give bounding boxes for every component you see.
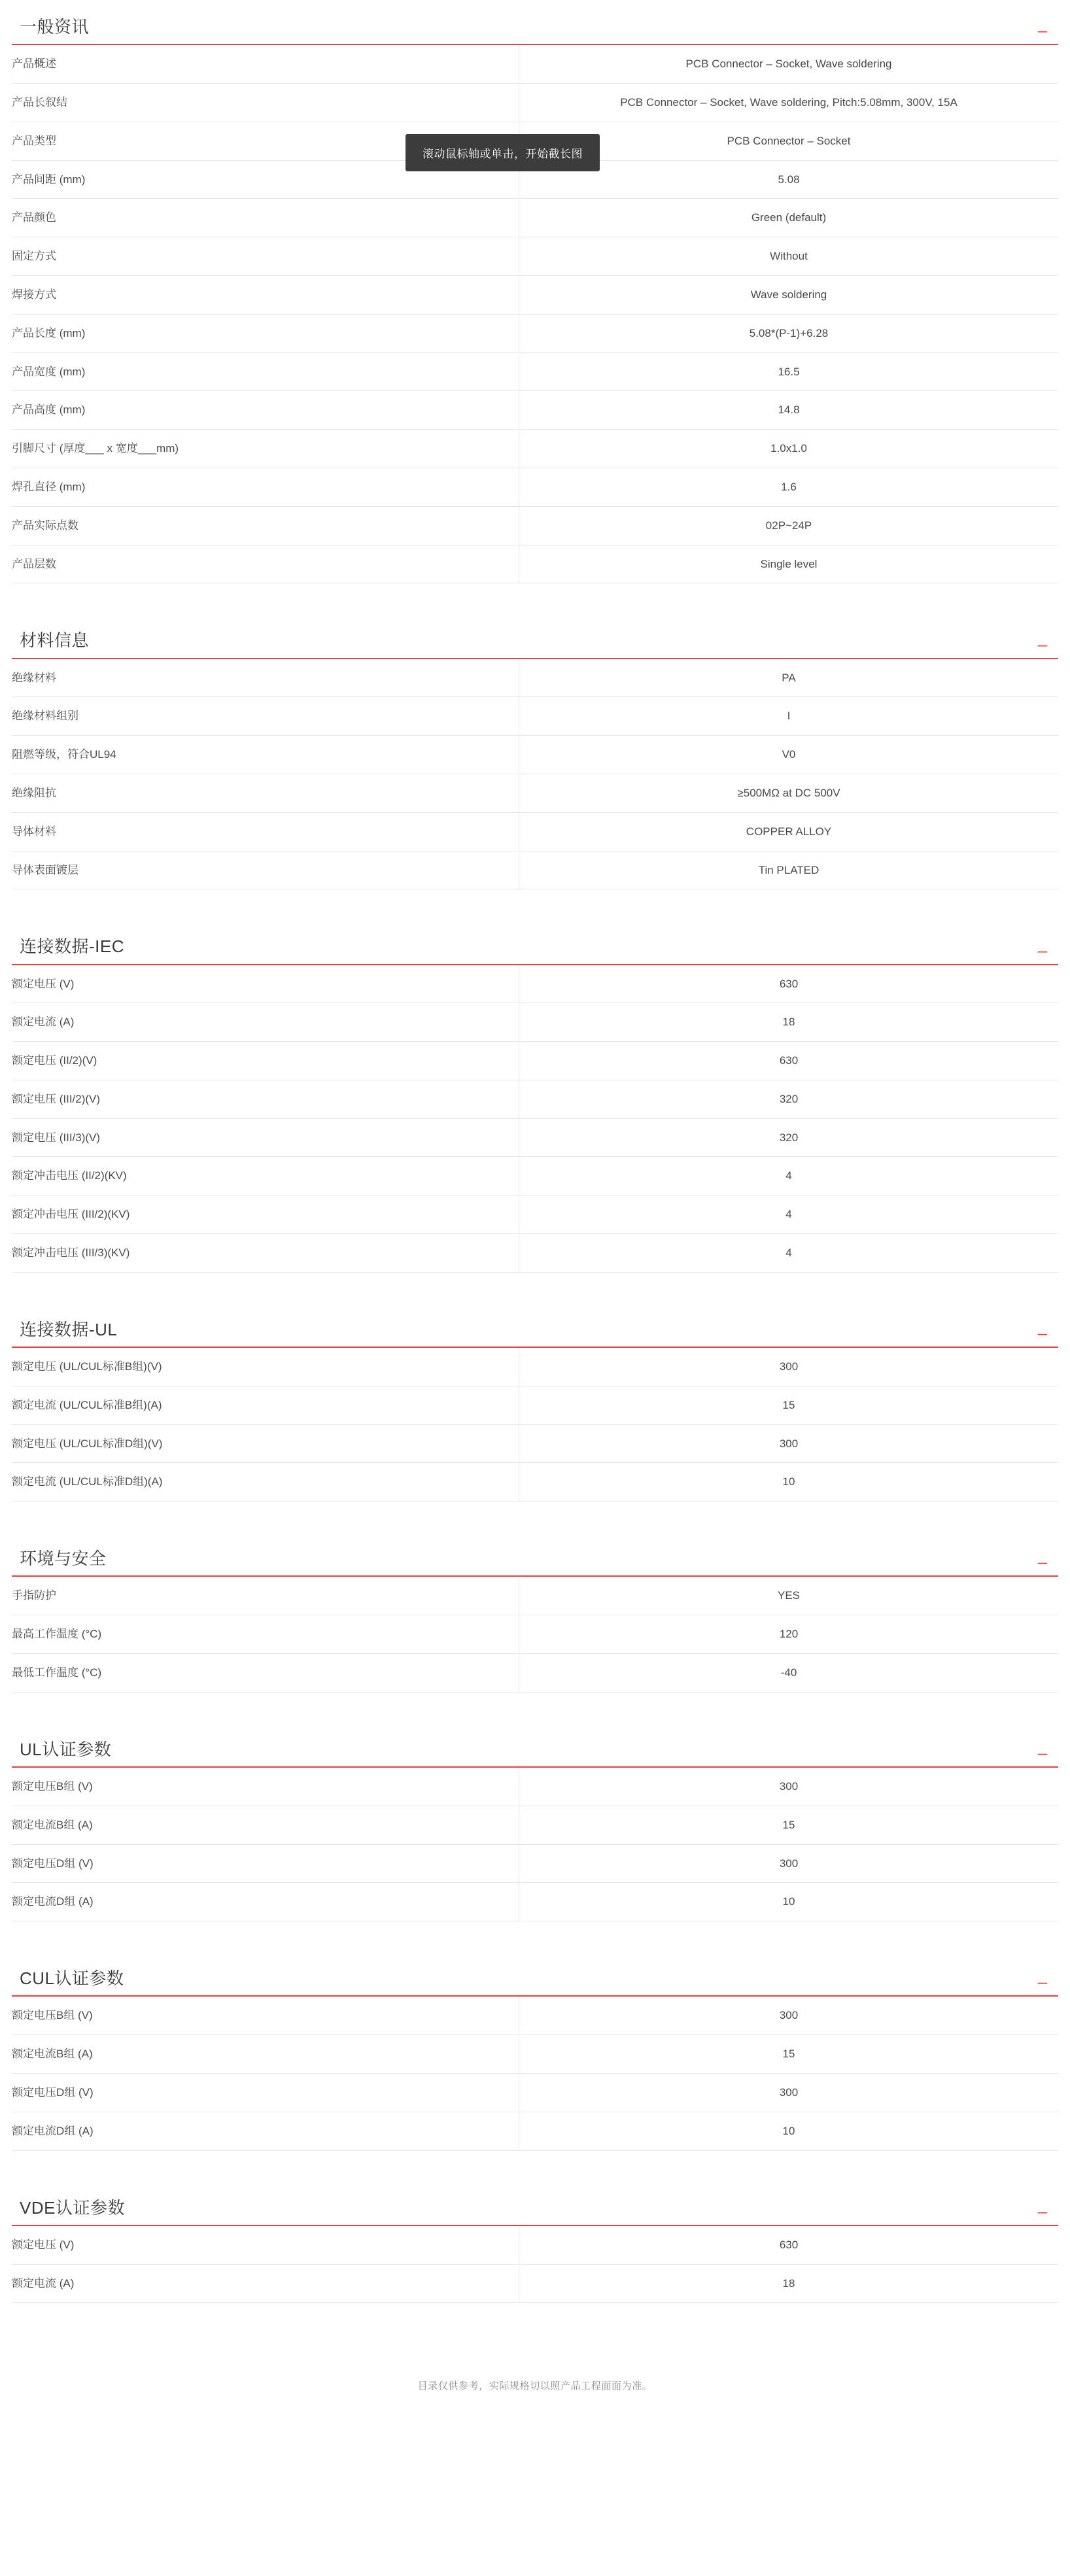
- spec-value: -40: [780, 1666, 797, 1679]
- spec-key: 阻燃等级，符合UL94: [12, 736, 519, 774]
- section-spacer: [12, 889, 1058, 926]
- spec-sections-container: [12, 0, 1058, 2339]
- spec-table: [12, 659, 1058, 890]
- section-collapse-icon[interactable]: –: [1037, 1972, 1048, 1992]
- section-title: 一般资讯: [20, 17, 90, 37]
- spec-key: 固定方式: [12, 237, 519, 276]
- table-row: [12, 545, 1058, 583]
- table-row: [12, 1118, 1058, 1157]
- spec-key: 额定电流D组 (A): [12, 2112, 519, 2150]
- table-row: [12, 1234, 1058, 1273]
- spec-key: 绝缘材料: [12, 659, 519, 697]
- table-row: [12, 237, 1058, 276]
- spec-key: 产品概述: [12, 45, 519, 83]
- section-collapse-icon[interactable]: –: [1037, 1323, 1048, 1343]
- spec-value: Without: [770, 250, 808, 263]
- section-title: 环境与安全: [20, 1549, 107, 1569]
- spec-section: [12, 1961, 1058, 2187]
- spec-value: 630: [779, 2238, 799, 2251]
- table-row: [12, 1157, 1058, 1195]
- table-row: [12, 1386, 1058, 1424]
- section-title: 连接数据-IEC: [20, 936, 125, 957]
- spec-table: [12, 1768, 1058, 1921]
- spec-value: 1.0x1.0: [770, 442, 807, 455]
- section-header[interactable]: [12, 1732, 1058, 1768]
- spec-key: 额定电流 (A): [12, 2264, 519, 2303]
- table-row: [12, 275, 1058, 314]
- spec-value: 630: [779, 1054, 799, 1067]
- spec-key: 产品长叙结: [12, 83, 519, 122]
- section-header[interactable]: [12, 929, 1058, 965]
- spec-value: 630: [779, 977, 799, 990]
- spec-value: YES: [777, 1589, 801, 1602]
- spec-key: 额定冲击电压 (II/2)(KV): [12, 1157, 519, 1195]
- spec-value: 4: [785, 1246, 792, 1260]
- spec-key: 产品颜色: [12, 199, 519, 237]
- table-row: [12, 965, 1058, 1003]
- section-title: UL认证参数: [20, 1739, 112, 1759]
- spec-key: 焊孔直径 (mm): [12, 468, 519, 506]
- spec-table: [12, 965, 1058, 1273]
- spec-key: 产品实际点数: [12, 506, 519, 545]
- table-row: [12, 199, 1058, 237]
- table-row: [12, 391, 1058, 430]
- spec-value: Green (default): [751, 211, 827, 224]
- spec-key: 导体表面镀层: [12, 851, 519, 889]
- section-collapse-icon[interactable]: –: [1037, 2201, 1048, 2221]
- section-spacer: [12, 1921, 1058, 1958]
- spec-key: 额定电压 (III/3)(V): [12, 1118, 519, 1157]
- spec-value: 300: [779, 1437, 799, 1450]
- spec-value: 4: [785, 1208, 792, 1221]
- page-footer-note: [0, 2342, 1070, 2414]
- section-spacer: [12, 2151, 1058, 2188]
- table-row: [12, 736, 1058, 774]
- spec-value: 14.8: [778, 404, 800, 417]
- spec-key: 额定电流D组 (A): [12, 1883, 519, 1921]
- spec-value: COPPER ALLOY: [746, 825, 832, 838]
- footer-note-text: 目录仅供参考，实际规格切以照产品工程面面为准。: [417, 2380, 653, 2392]
- section-collapse-icon[interactable]: –: [1037, 1552, 1048, 1572]
- table-row: [12, 1997, 1058, 2035]
- table-row: [12, 774, 1058, 812]
- spec-value: PCB Connector – Socket, Wave soldering: [685, 58, 892, 71]
- table-row: [12, 1615, 1058, 1654]
- spec-value: 15: [782, 1398, 795, 1411]
- table-row: [12, 430, 1058, 468]
- table-row: [12, 352, 1058, 391]
- spec-value: 16.5: [778, 365, 800, 378]
- spec-key: 额定电压 (UL/CUL标准B组)(V): [12, 1348, 519, 1386]
- spec-key: 额定电流 (UL/CUL标准B组)(A): [12, 1386, 519, 1424]
- section-header[interactable]: [12, 9, 1058, 45]
- spec-value: 10: [782, 1895, 795, 1908]
- spec-table: [12, 1577, 1058, 1692]
- table-row: [12, 1883, 1058, 1921]
- section-collapse-icon[interactable]: –: [1037, 940, 1048, 960]
- spec-value: 10: [782, 2124, 795, 2137]
- screenshot-hint-text: 滚动鼠标轴或单击，开始截长图: [423, 148, 583, 160]
- spec-table: [12, 1997, 1058, 2150]
- spec-value: Tin PLATED: [758, 863, 820, 876]
- spec-section: [12, 623, 1058, 926]
- spec-value: 18: [782, 2276, 795, 2290]
- spec-table: [12, 2226, 1058, 2303]
- section-header[interactable]: [12, 623, 1058, 659]
- section-collapse-icon[interactable]: –: [1037, 20, 1048, 41]
- spec-key: 导体材料: [12, 812, 519, 851]
- table-row: [12, 1577, 1058, 1615]
- spec-value: 10: [782, 1475, 795, 1488]
- spec-key: 产品类型: [12, 122, 519, 160]
- section-header[interactable]: [12, 1961, 1058, 1997]
- table-row: [12, 2264, 1058, 2303]
- spec-key: 产品高度 (mm): [12, 391, 519, 430]
- table-row: [12, 1424, 1058, 1463]
- spec-key: 额定电压B组 (V): [12, 1997, 519, 2035]
- spec-value: 4: [785, 1169, 792, 1182]
- table-row: [12, 659, 1058, 697]
- table-row: [12, 851, 1058, 889]
- spec-key: 最高工作温度 (°C): [12, 1615, 519, 1654]
- spec-key: 绝缘阻抗: [12, 774, 519, 812]
- spec-key: 焊接方式: [12, 275, 519, 314]
- spec-key: 额定电压D组 (V): [12, 2073, 519, 2112]
- table-row: [12, 1348, 1058, 1386]
- spec-key: 产品宽度 (mm): [12, 352, 519, 391]
- spec-key: 产品间距 (mm): [12, 160, 519, 199]
- section-title: CUL认证参数: [20, 1968, 124, 1989]
- spec-value: 15: [782, 1818, 795, 1831]
- spec-key: 额定冲击电压 (III/3)(KV): [12, 1234, 519, 1273]
- table-row: [12, 697, 1058, 736]
- spec-key: 产品长度 (mm): [12, 314, 519, 352]
- spec-value: PCB Connector – Socket, Wave soldering, Pitch:5.08mm, 300V, 15A: [620, 95, 958, 109]
- spec-value: 300: [779, 2009, 799, 2022]
- table-row: [12, 1654, 1058, 1692]
- spec-section: [12, 1732, 1058, 1958]
- table-row: [12, 45, 1058, 83]
- spec-section: [12, 1541, 1058, 1729]
- spec-key: 额定电压 (II/2)(V): [12, 1042, 519, 1080]
- section-spacer: [12, 1502, 1058, 1538]
- spec-value: Single level: [760, 557, 818, 570]
- table-row: [12, 1463, 1058, 1502]
- table-row: [12, 1003, 1058, 1042]
- spec-value: PA: [782, 671, 796, 684]
- spec-value: 1.6: [781, 480, 797, 493]
- spec-key: 手指防护: [12, 1577, 519, 1615]
- table-row: [12, 812, 1058, 851]
- table-row: [12, 83, 1058, 122]
- spec-value: 300: [779, 1360, 799, 1373]
- spec-value: ≥500MΩ at DC 500V: [737, 786, 840, 799]
- section-title: 连接数据-UL: [20, 1319, 118, 1339]
- spec-key: 额定电压D组 (V): [12, 1844, 519, 1883]
- spec-value: 320: [779, 1092, 799, 1105]
- table-row: [12, 2073, 1058, 2112]
- section-header[interactable]: [12, 1541, 1058, 1577]
- spec-value: 18: [782, 1016, 795, 1029]
- spec-key: 额定电流 (UL/CUL标准D组)(A): [12, 1463, 519, 1502]
- spec-key: 引脚尺寸 (厚度___ x 宽度___mm): [12, 430, 519, 468]
- section-title: VDE认证参数: [20, 2197, 125, 2218]
- spec-section: [12, 929, 1058, 1309]
- spec-key: 最低工作温度 (°C): [12, 1654, 519, 1692]
- spec-section: [12, 9, 1058, 620]
- spec-value: Wave soldering: [750, 288, 827, 301]
- spec-key: 额定电压 (V): [12, 965, 519, 1003]
- table-row: [12, 2035, 1058, 2074]
- spec-key: 额定电压 (III/2)(V): [12, 1080, 519, 1118]
- section-spacer: [12, 2303, 1058, 2339]
- spec-value: 120: [779, 1628, 799, 1641]
- section-spacer: [12, 1692, 1058, 1729]
- spec-key: 绝缘材料组别: [12, 697, 519, 736]
- spec-section: [12, 2190, 1058, 2340]
- screenshot-hint-tooltip: [406, 134, 600, 171]
- spec-key: 额定电压B组 (V): [12, 1768, 519, 1806]
- table-row: [12, 1195, 1058, 1234]
- spec-table: [12, 1348, 1058, 1502]
- spec-value: PCB Connector – Socket: [727, 134, 851, 147]
- spec-table: [12, 45, 1058, 583]
- spec-key: 额定电压 (UL/CUL标准D组)(V): [12, 1424, 519, 1463]
- section-header[interactable]: [12, 2190, 1058, 2226]
- spec-key: 额定电流B组 (A): [12, 2035, 519, 2074]
- table-row: [12, 2226, 1058, 2264]
- spec-key: 额定电流 (A): [12, 1003, 519, 1042]
- section-spacer: [12, 583, 1058, 620]
- section-spacer: [12, 1273, 1058, 1309]
- table-row: [12, 1844, 1058, 1883]
- spec-value: I: [787, 710, 791, 723]
- spec-value: 300: [779, 1857, 799, 1870]
- spec-section: [12, 1312, 1058, 1538]
- spec-value: 300: [779, 2086, 799, 2099]
- section-collapse-icon[interactable]: –: [1037, 634, 1048, 654]
- section-header[interactable]: [12, 1312, 1058, 1348]
- spec-value: 15: [782, 2048, 795, 2061]
- spec-key: 额定电流B组 (A): [12, 1806, 519, 1844]
- table-row: [12, 1080, 1058, 1118]
- table-row: [12, 1768, 1058, 1806]
- table-row: [12, 1042, 1058, 1080]
- section-title: 材料信息: [20, 630, 90, 651]
- spec-value: 02P~24P: [765, 519, 812, 532]
- spec-value: V0: [782, 748, 796, 761]
- table-row: [12, 468, 1058, 506]
- spec-value: 320: [779, 1131, 799, 1144]
- spec-key: 额定冲击电压 (III/2)(KV): [12, 1195, 519, 1234]
- spec-key: 产品层数: [12, 545, 519, 583]
- table-row: [12, 506, 1058, 545]
- section-collapse-icon[interactable]: –: [1037, 1743, 1048, 1763]
- spec-value: 5.08*(P-1)+6.28: [749, 326, 829, 339]
- table-row: [12, 2112, 1058, 2150]
- spec-value: 300: [779, 1780, 799, 1793]
- spec-value: 5.08: [778, 173, 800, 186]
- spec-key: 额定电压 (V): [12, 2226, 519, 2264]
- table-row: [12, 314, 1058, 352]
- table-row: [12, 1806, 1058, 1844]
